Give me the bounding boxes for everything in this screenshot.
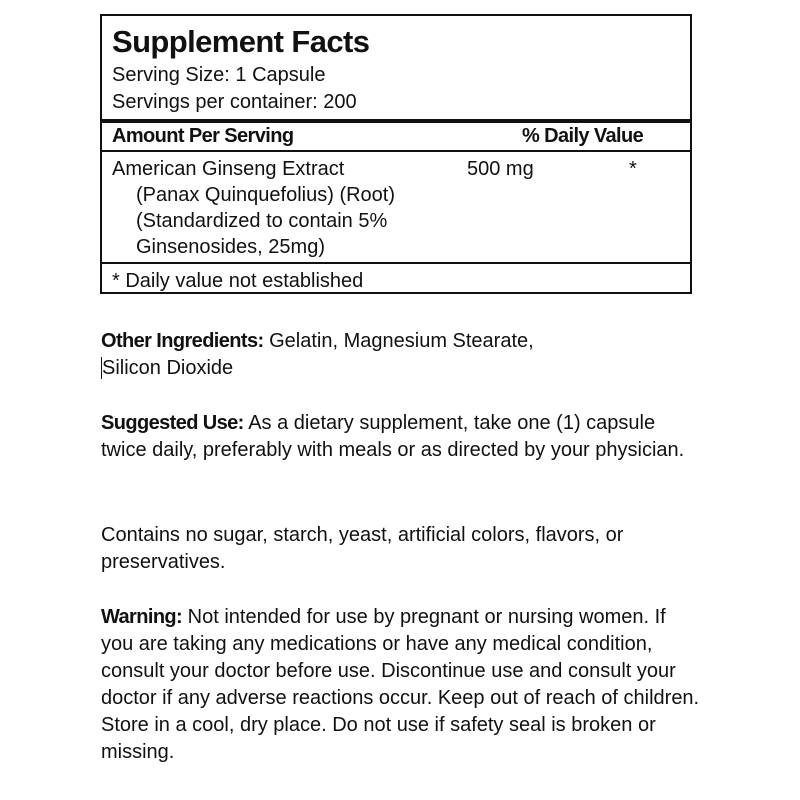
ingredient-daily-value: * xyxy=(629,158,637,180)
contains-statement: Contains no sugar, starch, yeast, artificial colors, flavors, or preservatives. xyxy=(101,524,624,573)
suggested-use xyxy=(101,410,701,464)
warning-label: Warning: xyxy=(101,606,183,628)
suggested-use-text: As a dietary supplement, take one (1) capsule twice daily, preferably with meals or as directed by your physician. xyxy=(101,412,685,461)
other-ingredients xyxy=(101,328,701,382)
servings-per-container: Servings per container: 200 xyxy=(112,91,357,113)
divider-header xyxy=(102,150,690,152)
warning xyxy=(101,604,701,766)
ingredient-detail-line: Ginsenosides, 25mg) xyxy=(136,236,325,258)
ingredient-amount: 500 mg xyxy=(467,158,534,180)
daily-value-footnote: * Daily value not established xyxy=(112,270,364,292)
supplement-facts-panel xyxy=(100,14,692,294)
warning-text: Not intended for use by pregnant or nursing women. If you are taking any medications or have any medical condition, consult your doctor before use. Discontinue use and consult your doctor if any adverse reactions occur. Keep out of reach of children. Store in a cool, dry place. Do not use if safety seal is broken or missing. xyxy=(101,606,700,763)
divider-footnote xyxy=(102,262,690,264)
daily-value-header: % Daily Value xyxy=(522,125,644,147)
other-ingredients-line1: Gelatin, Magnesium Stearate, xyxy=(263,330,534,352)
facts-title: Supplement Facts xyxy=(112,24,370,59)
suggested-use-label: Suggested Use: xyxy=(101,412,244,434)
serving-size: Serving Size: 1 Capsule xyxy=(112,64,326,86)
ingredient-name: American Ginseng Extract xyxy=(112,158,345,180)
ingredient-detail-line: (Standardized to contain 5% xyxy=(136,210,388,232)
other-ingredients-line2: Silicon Dioxide xyxy=(102,357,234,379)
amount-per-serving-header: Amount Per Serving xyxy=(112,125,294,147)
other-ingredients-label: Other Ingredients: xyxy=(101,330,264,352)
ingredient-detail-line: (Panax Quinquefolius) (Root) xyxy=(136,184,396,206)
